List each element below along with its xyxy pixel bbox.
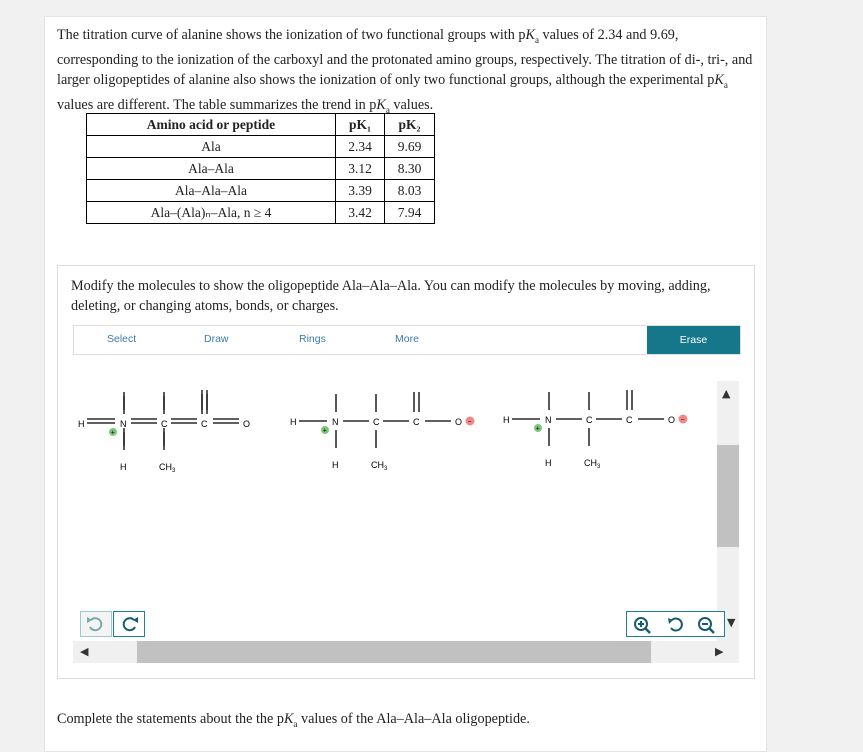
draw-tool[interactable]: Draw <box>204 333 229 345</box>
table-row <box>87 136 435 158</box>
table-cell: 9.69 <box>385 136 435 158</box>
table-cell: Ala <box>87 136 336 158</box>
vertical-scroll-thumb[interactable] <box>717 445 739 547</box>
table-cell: 3.39 <box>336 180 385 202</box>
atom-label[interactable]: C <box>413 417 420 427</box>
molecule-1[interactable] <box>78 394 250 474</box>
table-header: Amino acid or peptide <box>87 114 336 136</box>
scroll-down-arrow-icon[interactable]: ▼ <box>727 616 736 629</box>
atom-label[interactable]: O <box>668 415 676 425</box>
atom-label[interactable]: $CH_3$ <box>159 462 176 474</box>
atom-label[interactable]: C <box>201 419 208 429</box>
table-row <box>87 202 435 224</box>
intro-paragraph: The titration curve of alanine shows the ionization of two functional groups with $pK_a$ values of 2.34 and 9.69, corresponding to the ionization of the carboxyl and the protonated amino groups, respectively. The titration of di-, tri-, and larger oligopeptides of alanine also shows the ionization of only two functional groups, although the experimental $pK_a$ values are different. The table summarizes the trend in $pK_a$ values. <box>57 27 753 115</box>
rings-tool[interactable]: Rings <box>299 333 326 345</box>
pka-table <box>86 113 435 224</box>
molecule-editor-panel <box>57 265 755 679</box>
atom-label[interactable]: $CH_3$ <box>371 460 388 472</box>
table-row <box>87 158 435 180</box>
statement-prompt: Complete the statements about the the $pK_a$ values of the Ala–Ala–Ala oligopeptide. <box>57 711 530 729</box>
select-tool[interactable]: Select <box>107 333 137 345</box>
atom-label[interactable]: H <box>78 419 85 429</box>
atom-label[interactable]: N <box>332 417 339 427</box>
more-tool[interactable]: More <box>395 333 419 345</box>
molecule-2[interactable] <box>290 392 475 472</box>
atom-label[interactable]: C <box>586 415 593 425</box>
atom-label[interactable]: H <box>503 415 510 425</box>
redo-button[interactable] <box>113 611 145 637</box>
atom-label[interactable]: H <box>290 417 297 427</box>
editor-toolbar <box>73 325 741 355</box>
scroll-left-arrow-icon[interactable]: ◀ <box>80 645 89 658</box>
atom-label[interactable]: C <box>373 417 380 427</box>
charge-minus[interactable]: − <box>467 418 472 426</box>
undo-button[interactable] <box>80 611 112 637</box>
scroll-up-arrow-icon[interactable]: ▲ <box>722 387 731 400</box>
table-cell: 3.12 <box>336 158 385 180</box>
table-header: pK₂ <box>385 114 435 136</box>
reset-zoom-icon[interactable] <box>664 614 688 636</box>
question-card <box>44 16 767 752</box>
charge-plus[interactable]: + <box>535 425 540 433</box>
charge-plus[interactable]: + <box>110 429 115 437</box>
undo-icon <box>81 612 111 636</box>
drawing-canvas[interactable] <box>73 366 715 636</box>
table-cell: Ala–Ala–Ala <box>87 180 336 202</box>
table-cell: 8.30 <box>385 158 435 180</box>
atom-label[interactable]: $CH_3$ <box>584 458 601 470</box>
table-header: pK₁ <box>336 114 385 136</box>
horizontal-scroll-thumb[interactable] <box>137 641 651 663</box>
table-cell: 2.34 <box>336 136 385 158</box>
atom-label[interactable]: C <box>626 415 633 425</box>
table-header-row <box>87 114 435 136</box>
atom-label[interactable]: C <box>161 419 168 429</box>
table-cell: Ala–(Ala)ₙ–Ala, n ≥ 4 <box>87 202 336 224</box>
editor-prompt: Modify the molecules to show the oligopeptide Ala–Ala–Ala. You can modify the molecules by moving, adding, deleting, or changing atoms, bonds, or charges. <box>71 278 711 314</box>
scroll-right-arrow-icon[interactable]: ▶ <box>715 645 724 658</box>
zoom-in-icon[interactable] <box>631 614 655 636</box>
atom-label[interactable]: H <box>545 458 552 468</box>
erase-button[interactable]: Erase <box>647 326 740 354</box>
atom-label[interactable]: O <box>455 417 463 427</box>
charge-minus[interactable]: − <box>680 416 685 424</box>
atom-label[interactable]: H <box>332 460 339 470</box>
atom-label[interactable]: N <box>120 419 127 429</box>
atom-label[interactable]: H <box>120 462 127 472</box>
atom-label[interactable]: O <box>243 419 251 429</box>
alanine-molecule <box>87 390 239 446</box>
charge-plus[interactable]: + <box>322 427 327 435</box>
horizontal-scrollbar[interactable] <box>73 641 739 663</box>
zoom-out-icon[interactable] <box>695 614 719 636</box>
table-cell: 7.94 <box>385 202 435 224</box>
atom-label[interactable]: N <box>545 415 552 425</box>
redo-icon <box>114 612 144 636</box>
table-cell: Ala–Ala <box>87 158 336 180</box>
molecule-3[interactable] <box>503 390 688 470</box>
table-cell: 3.42 <box>336 202 385 224</box>
zoom-controls <box>626 611 725 637</box>
table-row <box>87 180 435 202</box>
table-cell: 8.03 <box>385 180 435 202</box>
